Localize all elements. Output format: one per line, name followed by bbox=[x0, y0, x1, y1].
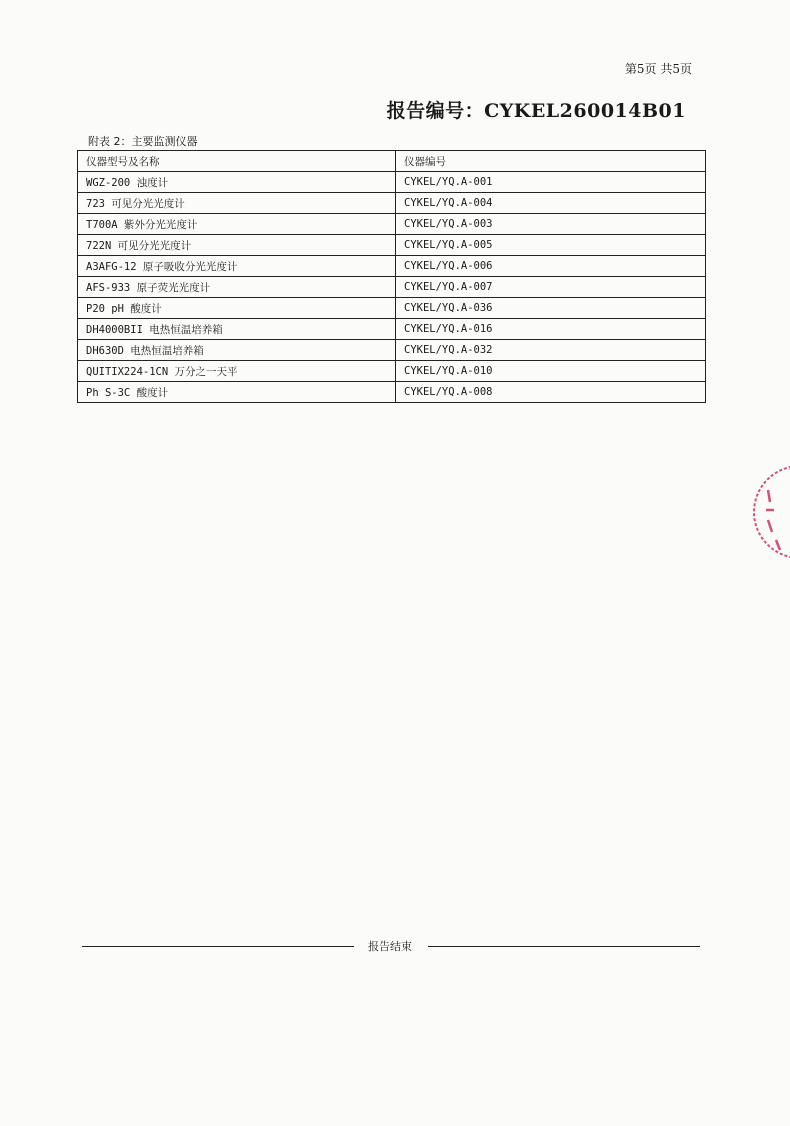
report-id: 报告编号：CYKEL260014B01 bbox=[386, 100, 686, 122]
table-row bbox=[78, 172, 706, 193]
table-row bbox=[78, 214, 706, 235]
instrument-model: QUITIX224-1CN 万分之一天平 bbox=[78, 361, 396, 382]
instrument-model: AFS-933 原子荧光光度计 bbox=[78, 277, 396, 298]
table-row bbox=[78, 382, 706, 403]
instrument-id: CYKEL/YQ.A-004 bbox=[396, 193, 706, 214]
column-header-id: 仪器编号 bbox=[396, 151, 706, 172]
page-number: 第5页 共5页 bbox=[624, 62, 692, 76]
instrument-model: Ph S-3C 酸度计 bbox=[78, 382, 396, 403]
instrument-table bbox=[77, 150, 706, 403]
official-seal bbox=[748, 460, 790, 565]
instrument-model: 723 可见分光光度计 bbox=[78, 193, 396, 214]
instrument-model: 722N 可见分光光度计 bbox=[78, 235, 396, 256]
table-row bbox=[78, 340, 706, 361]
instrument-model: P20 pH 酸度计 bbox=[78, 298, 396, 319]
table-row bbox=[78, 277, 706, 298]
table-row bbox=[78, 361, 706, 382]
instrument-id: CYKEL/YQ.A-036 bbox=[396, 298, 706, 319]
instrument-id: CYKEL/YQ.A-003 bbox=[396, 214, 706, 235]
footer-rule-left bbox=[82, 946, 354, 947]
table-row bbox=[78, 319, 706, 340]
instrument-model: WGZ-200 浊度计 bbox=[78, 172, 396, 193]
instrument-id: CYKEL/YQ.A-005 bbox=[396, 235, 706, 256]
instrument-id: CYKEL/YQ.A-008 bbox=[396, 382, 706, 403]
instrument-model: DH4000BII 电热恒温培养箱 bbox=[78, 319, 396, 340]
table-row bbox=[78, 235, 706, 256]
report-end-label: 报告结束 bbox=[368, 940, 412, 953]
instrument-id: CYKEL/YQ.A-007 bbox=[396, 277, 706, 298]
instrument-id: CYKEL/YQ.A-016 bbox=[396, 319, 706, 340]
instrument-id: CYKEL/YQ.A-006 bbox=[396, 256, 706, 277]
instrument-id: CYKEL/YQ.A-032 bbox=[396, 340, 706, 361]
instrument-id: CYKEL/YQ.A-001 bbox=[396, 172, 706, 193]
table-row bbox=[78, 298, 706, 319]
column-header-model: 仪器型号及名称 bbox=[78, 151, 396, 172]
instrument-model: DH630D 电热恒温培养箱 bbox=[78, 340, 396, 361]
table-row bbox=[78, 193, 706, 214]
instrument-model: T700A 紫外分光光度计 bbox=[78, 214, 396, 235]
footer-rule-right bbox=[428, 946, 700, 947]
table-row bbox=[78, 256, 706, 277]
table-header-row bbox=[78, 151, 706, 172]
instrument-id: CYKEL/YQ.A-010 bbox=[396, 361, 706, 382]
instrument-model: A3AFG-12 原子吸收分光光度计 bbox=[78, 256, 396, 277]
appendix-caption: 附表 2：主要监测仪器 bbox=[88, 135, 198, 148]
